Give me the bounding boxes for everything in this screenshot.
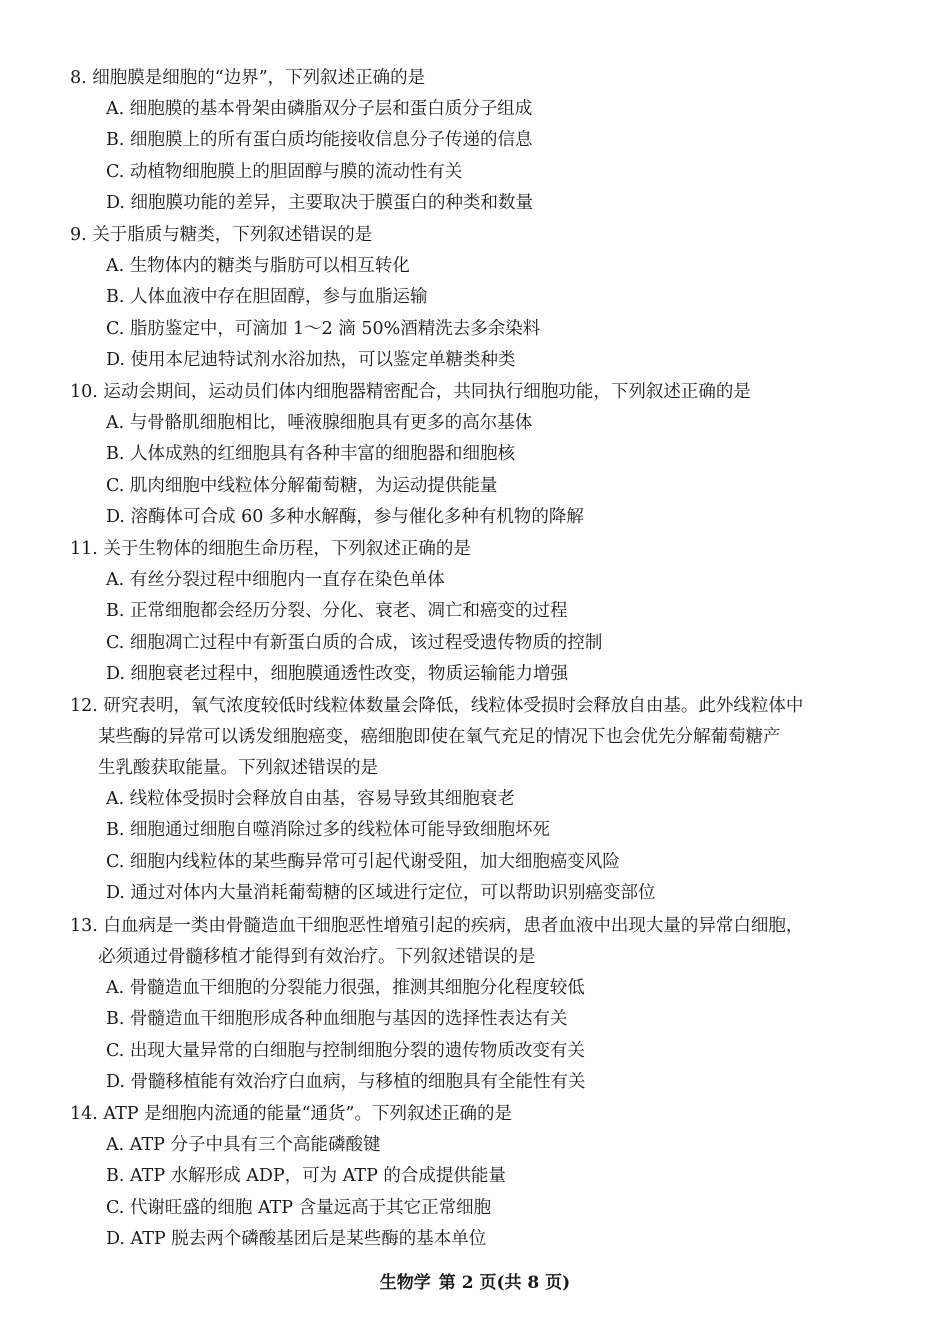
option-c: C. 细胞内线粒体的某些酶异常可引起代谢受阻，加大细胞癌变风险	[106, 851, 620, 872]
question-stem: 13. 白血病是一类由骨髓造血干细胞恶性增殖引起的疾病，患者血液中出现大量的异常白细胞， 必须通过骨髓移植才能得到有效治疗。下列叙述错误的是	[70, 916, 804, 967]
option-d: D. 通过对体内大量消耗葡萄糖的区域进行定位，可以帮助识别癌变部位	[106, 882, 656, 903]
option-d: D. ATP 脱去两个磷酸基团后是某些酶的基本单位	[106, 1228, 487, 1249]
option-a: A. 有丝分裂过程中细胞内一直存在染色单体	[106, 570, 445, 590]
option-a: A. 生物体内的糖类与脂肪可以相互转化	[106, 256, 410, 276]
option-a: A. 细胞膜的基本骨架由磷脂双分子层和蛋白质分子组成	[106, 99, 533, 119]
page-number: 第 2 页(共 8 页)	[438, 1273, 571, 1293]
question-stem: 8. 细胞膜是细胞的“边界”，下列叙述正确的是	[70, 68, 426, 88]
option-a: A. 与骨骼肌细胞相比，唾液腺细胞具有更多的高尔基体	[106, 413, 533, 433]
question-14	[70, 1099, 890, 1255]
option-c: C. 细胞凋亡过程中有新蛋白质的合成，该过程受遗传物质的控制	[106, 632, 603, 653]
option-a: A. 线粒体受损时会释放自由基，容易导致其细胞衰老	[106, 789, 515, 809]
question-11	[70, 534, 890, 690]
option-d: D. 使用本尼迪特试剂水浴加热，可以鉴定单糖类种类	[106, 349, 516, 370]
option-d: D. 溶酶体可合成 60 多种水解酶，参与催化多种有机物的降解	[106, 506, 584, 527]
option-b: B. 人体成熟的红细胞具有各种丰富的细胞器和细胞核	[106, 444, 515, 465]
question-8	[70, 63, 890, 219]
option-c: C. 脂肪鉴定中，可滴加 1～2 滴 50%酒精洗去多余染料	[106, 318, 541, 339]
question-stem: 12. 研究表明，氧气浓度较低时线粒体数量会降低，线粒体受损时会释放自由基。此外线粒体中 某些酶的异常可以诱发细胞癌变，癌细胞即使在氧气充足的情况下也会优先分解葡萄糖产 生乳酸获取能量。下列叙述错误的是	[70, 696, 804, 778]
option-b: B. 人体血液中存在胆固醇，参与血脂运输	[106, 287, 428, 308]
option-b: B. ATP 水解形成 ADP，可为 ATP 的合成提供能量	[106, 1166, 506, 1187]
option-c: C. 出现大量异常的白细胞与控制细胞分裂的遗传物质改变有关	[106, 1040, 585, 1061]
page-footer	[0, 1268, 950, 1293]
option-c: C. 代谢旺盛的细胞 ATP 含量远高于其它正常细胞	[106, 1197, 492, 1218]
option-b: B. 细胞通过细胞自噬消除过多的线粒体可能导致细胞坏死	[106, 820, 550, 841]
question-stem: 11. 关于生物体的细胞生命历程，下列叙述正确的是	[70, 539, 471, 559]
question-stem: 14. ATP 是细胞内流通的能量“通货”。下列叙述正确的是	[70, 1104, 512, 1124]
option-b: B. 正常细胞都会经历分裂、分化、衰老、凋亡和癌变的过程	[106, 601, 568, 622]
option-a: A. 骨髓造血干细胞的分裂能力很强，推测其细胞分化程度较低	[106, 978, 585, 998]
option-a: A. ATP 分子中具有三个高能磷酸键	[106, 1135, 381, 1155]
question-13	[70, 911, 890, 1098]
question-10	[70, 377, 890, 533]
question-9	[70, 220, 890, 376]
option-b: B. 细胞膜上的所有蛋白质均能接收信息分子传递的信息	[106, 130, 533, 151]
subject-label: 生物学	[379, 1273, 431, 1293]
option-d: D. 细胞膜功能的差异，主要取决于膜蛋白的种类和数量	[106, 192, 534, 213]
question-stem: 9. 关于脂质与糖类，下列叙述错误的是	[70, 225, 373, 245]
option-d: D. 细胞衰老过程中，细胞膜通透性改变，物质运输能力增强	[106, 663, 569, 684]
question-12	[70, 691, 890, 909]
option-c: C. 肌肉细胞中线粒体分解葡萄糖，为运动提供能量	[106, 475, 498, 496]
option-b: B. 骨髓造血干细胞形成各种血细胞与基因的选择性表达有关	[106, 1009, 568, 1030]
option-d: D. 骨髓移植能有效治疗白血病，与移植的细胞具有全能性有关	[106, 1071, 586, 1092]
question-stem: 10. 运动会期间，运动员们体内细胞器精密配合，共同执行细胞功能，下列叙述正确的是	[70, 382, 751, 402]
option-c: C. 动植物细胞膜上的胆固醇与膜的流动性有关	[106, 161, 463, 182]
